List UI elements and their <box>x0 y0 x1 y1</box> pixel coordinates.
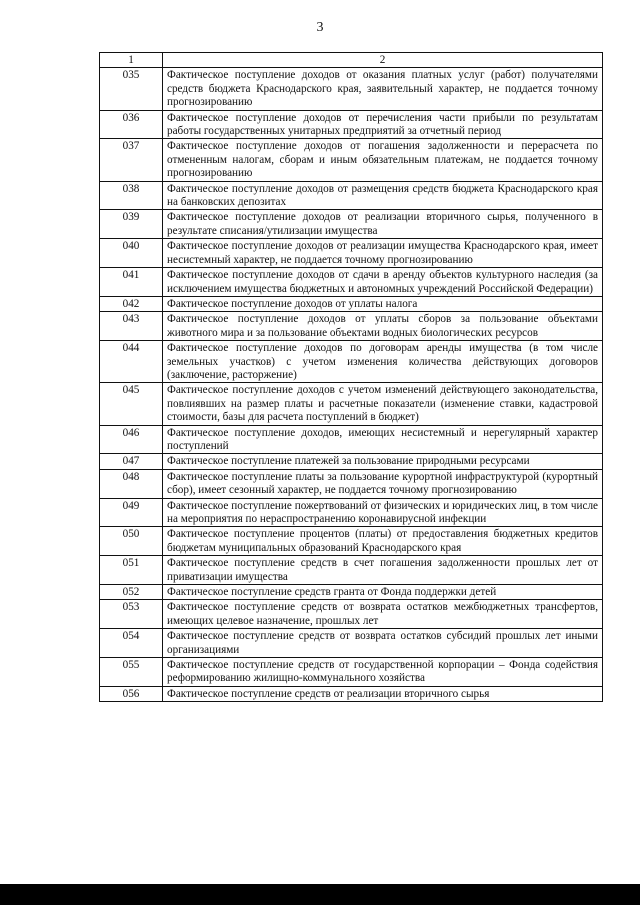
table-row <box>100 341 603 383</box>
table-row <box>100 110 603 139</box>
row-description: Фактическое поступление средств от реализации вторичного сырья <box>163 686 603 701</box>
table-row <box>100 181 603 210</box>
column-header-code: 1 <box>100 53 163 68</box>
row-code: 056 <box>100 686 163 701</box>
row-code: 054 <box>100 629 163 658</box>
table-row <box>100 210 603 239</box>
row-description: Фактическое поступление доходов от размещения средств бюджета Краснодарского края на банковских депозитах <box>163 181 603 210</box>
row-code: 048 <box>100 469 163 498</box>
table-row <box>100 686 603 701</box>
row-code: 043 <box>100 312 163 341</box>
row-description: Фактическое поступление пожертвований от физических и юридических лиц, в том числе на мероприятия по нераспространению коронавирусной инфекции <box>163 498 603 527</box>
table-row <box>100 469 603 498</box>
row-code: 040 <box>100 239 163 268</box>
row-description: Фактическое поступление процентов (платы) от предоставления бюджетных кредитов бюджетам муниципальных образований Краснодарского края <box>163 527 603 556</box>
row-code: 041 <box>100 268 163 297</box>
row-description: Фактическое поступление средств от возврата остатков субсидий прошлых лет иными организациями <box>163 629 603 658</box>
row-description: Фактическое поступление доходов с учетом изменений действующего законодательства, повлиявших на размер платы и расчетные показатели (изменение ставки, кадастровой стоимости, базы для расчета поступлений в бюджет) <box>163 383 603 425</box>
row-code: 053 <box>100 600 163 629</box>
row-code: 051 <box>100 556 163 585</box>
header-row <box>100 53 603 68</box>
row-description: Фактическое поступление доходов от погашения задолженности и перерасчета по отмененным налогам, сборам и иным обязательным платежам, не поддается точному прогнозированию <box>163 139 603 181</box>
row-description: Фактическое поступление платежей за пользование природными ресурсами <box>163 454 603 469</box>
table-row <box>100 383 603 425</box>
row-description: Фактическое поступление доходов от оказания платных услуг (работ) получателями средств бюджета Краснодарского края, заявительный характер, не поддается точному прогнозированию <box>163 68 603 110</box>
row-code: 044 <box>100 341 163 383</box>
row-code: 037 <box>100 139 163 181</box>
row-description: Фактическое поступление доходов по договорам аренды имущества (в том числе земельных участков) с учетом изменения количества действующих договоров (заключение, расторжение) <box>163 341 603 383</box>
table-row <box>100 139 603 181</box>
row-description: Фактическое поступление средств в счет погашения задолженности прошлых лет от приватизации имущества <box>163 556 603 585</box>
table-row <box>100 312 603 341</box>
row-description: Фактическое поступление доходов от сдачи в аренду объектов культурного наследия (за исключением имущества бюджетных и автономных учреждений Российской Федерации) <box>163 268 603 297</box>
table-row <box>100 629 603 658</box>
row-code: 052 <box>100 585 163 600</box>
table-row <box>100 585 603 600</box>
row-code: 055 <box>100 658 163 687</box>
table-row <box>100 68 603 110</box>
row-code: 049 <box>100 498 163 527</box>
row-code: 045 <box>100 383 163 425</box>
table-row <box>100 556 603 585</box>
row-description: Фактическое поступление доходов, имеющих несистемный и нерегулярный характер поступлений <box>163 425 603 454</box>
table-row <box>100 239 603 268</box>
table-row <box>100 658 603 687</box>
row-code: 047 <box>100 454 163 469</box>
row-code: 050 <box>100 527 163 556</box>
row-description: Фактическое поступление доходов от реализации имущества Краснодарского края, имеет несистемный характер, не поддается точному прогнозированию <box>163 239 603 268</box>
table-row <box>100 425 603 454</box>
table-row <box>100 498 603 527</box>
row-code: 039 <box>100 210 163 239</box>
row-description: Фактическое поступление доходов от уплаты сборов за пользование объектами животного мира и за пользование объектами водных биологических ресурсов <box>163 312 603 341</box>
row-code: 046 <box>100 425 163 454</box>
row-code: 036 <box>100 110 163 139</box>
page-number: 3 <box>316 20 324 35</box>
row-description: Фактическое поступление платы за пользование курортной инфраструктурой (курортный сбор), имеет сезонный характер, не поддается точному прогнозированию <box>163 469 603 498</box>
row-description: Фактическое поступление средств гранта от Фонда поддержки детей <box>163 585 603 600</box>
table-row <box>100 454 603 469</box>
table-row <box>100 296 603 311</box>
row-code: 038 <box>100 181 163 210</box>
table-row <box>100 600 603 629</box>
scan-bottom-edge <box>0 884 640 905</box>
row-description: Фактическое поступление средств от государственной корпорации – Фонда содействия реформированию жилищно-коммунального хозяйства <box>163 658 603 687</box>
codes-table <box>99 52 603 702</box>
table-row <box>100 268 603 297</box>
row-code: 042 <box>100 296 163 311</box>
row-description: Фактическое поступление средств от возврата остатков межбюджетных трансфертов, имеющих целевое назначение, прошлых лет <box>163 600 603 629</box>
column-header-description: 2 <box>163 53 603 68</box>
row-description: Фактическое поступление доходов от уплаты налога <box>163 296 603 311</box>
row-code: 035 <box>100 68 163 110</box>
row-description: Фактическое поступление доходов от перечисления части прибыли по результатам работы государственных унитарных предприятий за отчетный период <box>163 110 603 139</box>
table-row <box>100 527 603 556</box>
row-description: Фактическое поступление доходов от реализации вторичного сырья, полученного в результате списания/утилизации имущества <box>163 210 603 239</box>
